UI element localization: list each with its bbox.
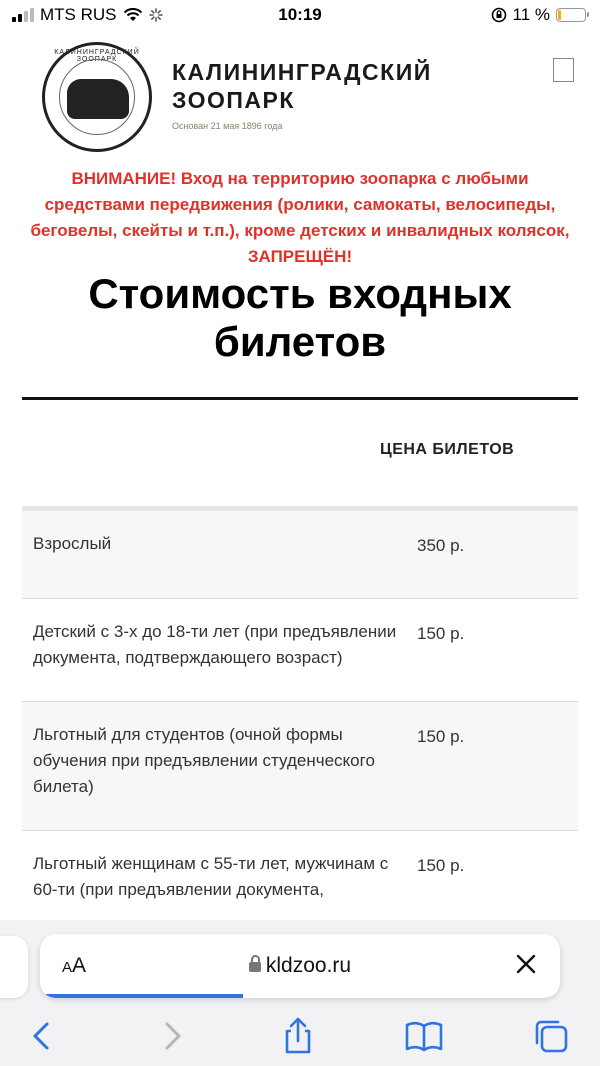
tabs-icon[interactable] xyxy=(530,1014,574,1058)
brand-name-line1: КАЛИНИНГРАДСКИЙ xyxy=(172,59,432,85)
forward-icon[interactable] xyxy=(150,1014,194,1058)
menu-toggle-button[interactable] xyxy=(553,58,574,82)
url-label: kldzoo.ru xyxy=(265,954,352,977)
table-row xyxy=(22,599,578,702)
table-row xyxy=(22,702,578,831)
text-size-large-label: A xyxy=(72,954,87,977)
ticket-type: Взрослый xyxy=(33,534,112,553)
lock-icon xyxy=(249,962,261,972)
ticket-price: 150 р. xyxy=(417,856,465,875)
page-load-progress xyxy=(40,994,243,998)
brand-name[interactable] xyxy=(172,58,432,114)
carrier-label: MTS RUS xyxy=(40,5,117,24)
browser-toolbar xyxy=(0,1014,600,1058)
hippo-icon xyxy=(67,79,129,119)
warning-notice: ВНИМАНИЕ! Вход на территорию зоопарка с любыми средствами передвижения (ролики, самокаты, велосипеды, беговелы, скейты и т.п.), кроме детских и инвалидных колясок, ЗАПРЕЩЁН! xyxy=(30,169,570,266)
clock: 10:19 xyxy=(278,5,322,24)
title-divider xyxy=(22,397,578,400)
page-title: Стоимость входных билетов xyxy=(88,270,512,365)
price-table xyxy=(22,506,578,951)
logo-ring-text: КАЛИНИНГРАДСКИЙ ЗООПАРК xyxy=(54,49,140,63)
ticket-type: Льготный женщинам с 55-ти лет, мужчинам с 60-ти (при предъявлении документа, xyxy=(33,854,389,899)
close-icon[interactable] xyxy=(512,950,540,978)
share-icon[interactable] xyxy=(276,1014,320,1058)
ticket-type: Детский с 3-х до 18-ти лет (при предъявлении документа, подтверждающего возраст) xyxy=(33,622,397,667)
ticket-price: 350 р. xyxy=(417,536,465,555)
zoo-logo[interactable] xyxy=(42,42,152,152)
back-icon[interactable] xyxy=(20,1014,64,1058)
address-bar[interactable] xyxy=(40,934,560,998)
orientation-lock-icon xyxy=(491,7,507,23)
battery-percent: 11 % xyxy=(512,5,550,24)
text-size-small-label: A xyxy=(62,959,73,976)
previous-tab-preview[interactable] xyxy=(0,936,28,998)
price-column-header: ЦЕНА БИЛЕТОВ xyxy=(380,441,515,458)
ticket-price: 150 р. xyxy=(417,624,465,643)
table-row xyxy=(22,511,578,599)
brand-name-line2: ЗООПАРК xyxy=(172,87,295,113)
browser-bottom-bar xyxy=(0,920,600,1066)
ticket-price: 150 р. xyxy=(417,727,465,746)
brand-tagline: Основан 21 мая 1896 года xyxy=(172,121,283,131)
status-bar xyxy=(0,0,600,32)
url-display[interactable] xyxy=(40,954,560,978)
bookmarks-icon[interactable] xyxy=(402,1014,446,1058)
ticket-type: Льготный для студентов (очной формы обучения при предъявлении студенческого билета) xyxy=(33,725,375,796)
battery-icon xyxy=(556,8,586,22)
